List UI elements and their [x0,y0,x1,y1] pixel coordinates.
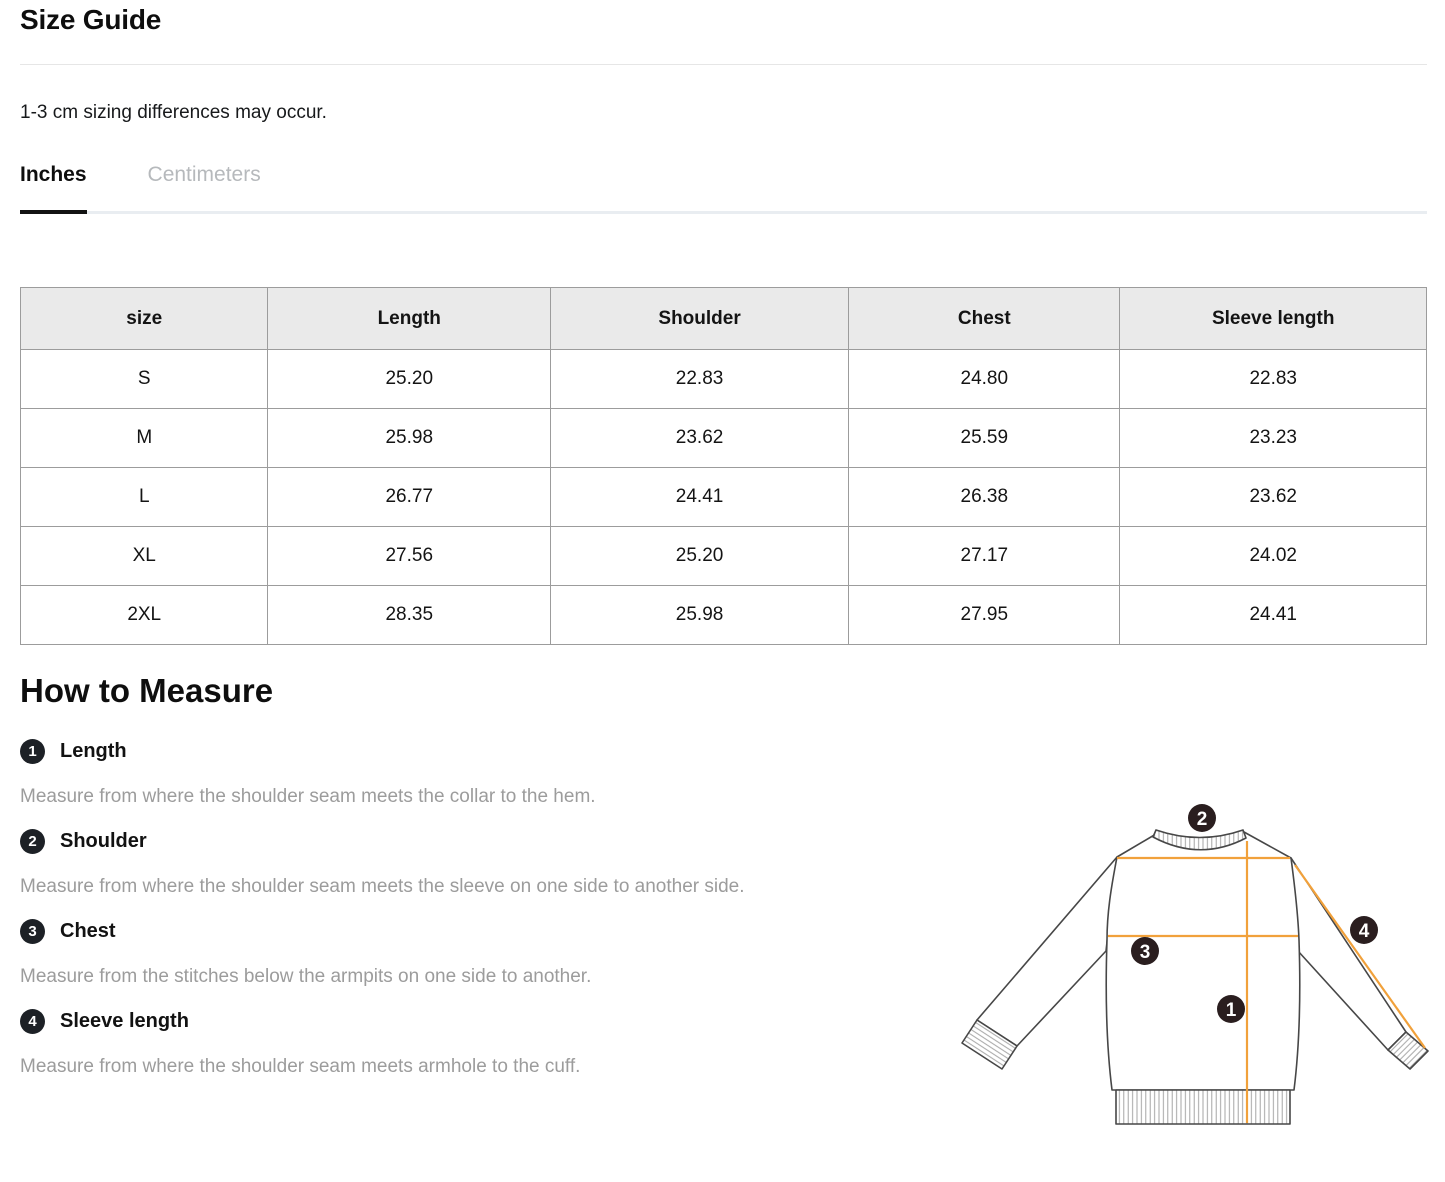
marker-4 [1350,916,1378,944]
cell-sleeve-length: 23.23 [1120,409,1427,468]
size-table-header [21,288,1427,350]
table-row [21,586,1427,645]
cell-sleeve-length: 24.02 [1120,527,1427,586]
number-badge: 1 [20,739,45,764]
measure-item-label: Length [60,740,127,762]
cell-chest: 24.80 [849,350,1120,409]
cell-shoulder: 22.83 [551,350,849,409]
unit-tabs [20,161,1427,214]
measure-item-label: Chest [60,920,116,942]
measure-item-heading [20,739,1427,764]
cell-length: 27.56 [268,527,551,586]
table-row [21,468,1427,527]
number-badge: 2 [20,829,45,854]
size-table-body [21,350,1427,645]
how-to-measure-title: How to Measure [20,672,274,709]
cell-length: 25.20 [268,350,551,409]
table-row [21,409,1427,468]
cell-chest: 27.17 [849,527,1120,586]
measure-item-description: Measure from where the shoulder seam meets armhole to the cuff. [20,1056,581,1077]
size-table [20,287,1427,645]
svg-text:2: 2 [1196,809,1208,830]
cell-size: 2XL [21,586,268,645]
cell-size: XL [21,527,268,586]
table-row [21,350,1427,409]
sizing-note: 1-3 cm sizing differences may occur. [20,102,327,123]
cell-shoulder: 25.98 [551,586,849,645]
marker-1 [1217,995,1245,1023]
marker-3 [1131,937,1159,965]
page-title: Size Guide [20,4,162,35]
cell-size: L [21,468,268,527]
cell-chest: 25.59 [849,409,1120,468]
measure-item-description: Measure from where the shoulder seam meets the collar to the hem. [20,786,596,807]
cell-length: 25.98 [268,409,551,468]
sweater-hem [1116,1090,1290,1124]
sweater-measure-diagram [950,788,1445,1173]
cell-size: S [21,350,268,409]
cell-shoulder: 23.62 [551,409,849,468]
svg-text:3: 3 [1139,942,1151,963]
measure-item-description: Measure from the stitches below the armpits on one side to another. [20,966,592,987]
sweater-right-sleeve [1291,858,1406,1050]
svg-text:4: 4 [1358,921,1370,942]
svg-text:1: 1 [1225,1000,1237,1021]
cell-shoulder: 24.41 [551,468,849,527]
cell-chest: 26.38 [849,468,1120,527]
measure-item-label: Shoulder [60,830,147,852]
tab-centimeters[interactable]: Centimeters [147,163,261,186]
sweater-outline [962,830,1428,1124]
cell-size: M [21,409,268,468]
table-row [21,527,1427,586]
cell-chest: 27.95 [849,586,1120,645]
number-badge: 3 [20,919,45,944]
col-header-chest: Chest [849,288,1120,350]
measure-item-description: Measure from where the shoulder seam meets the sleeve on one side to another side. [20,876,745,897]
cell-length: 28.35 [268,586,551,645]
header-divider [20,64,1427,65]
cell-length: 26.77 [268,468,551,527]
col-header-sleeve-length: Sleeve length [1120,288,1427,350]
col-header-length: Length [268,288,551,350]
cell-sleeve-length: 24.41 [1120,586,1427,645]
sweater-left-sleeve [977,857,1117,1046]
col-header-shoulder: Shoulder [551,288,849,350]
cell-sleeve-length: 23.62 [1120,468,1427,527]
marker-2 [1188,804,1216,832]
cell-sleeve-length: 22.83 [1120,350,1427,409]
cell-shoulder: 25.20 [551,527,849,586]
tab-inches[interactable]: Inches [20,161,87,211]
measure-item-label: Sleeve length [60,1010,189,1032]
col-header-size: size [21,288,268,350]
number-badge: 4 [20,1009,45,1034]
